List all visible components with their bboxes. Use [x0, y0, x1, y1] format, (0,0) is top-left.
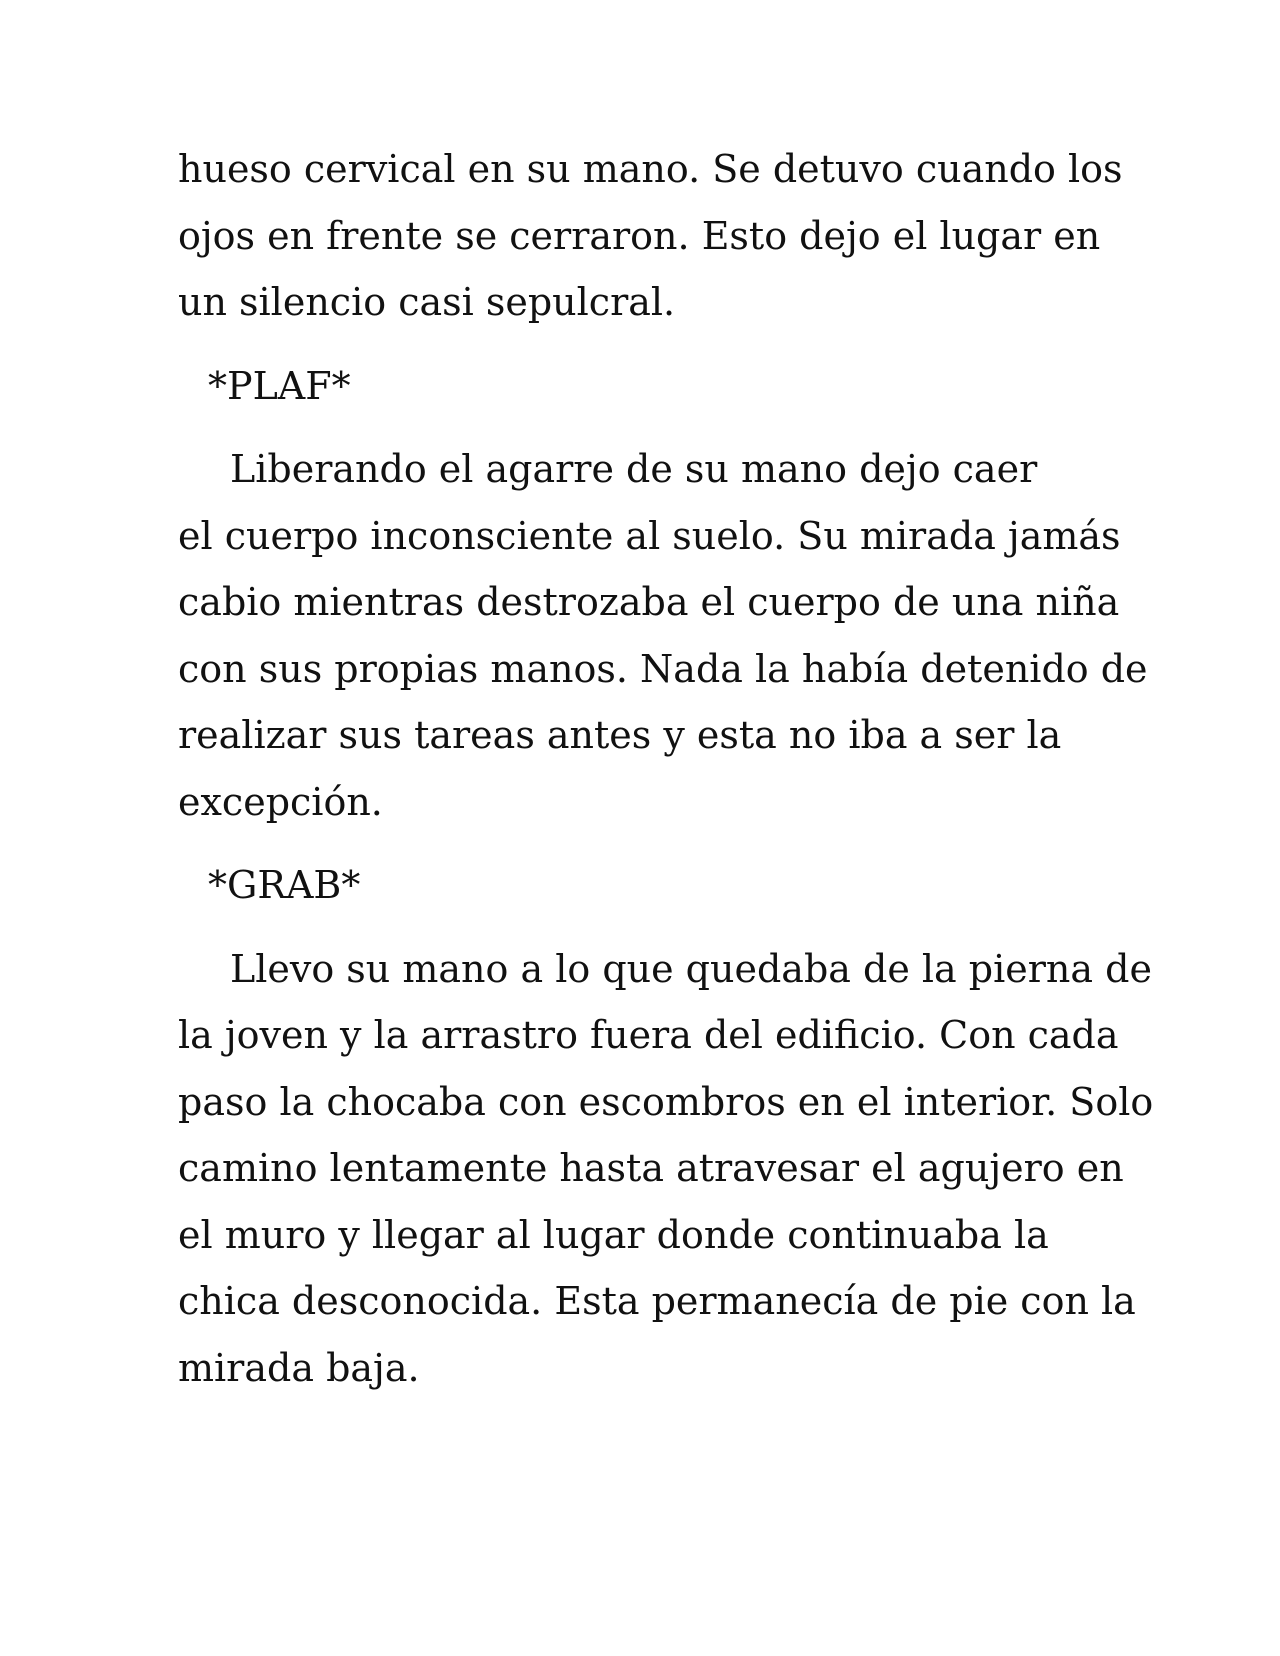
paragraph — [178, 136, 1123, 336]
text-line: excepción. — [178, 779, 383, 824]
text-line: realizar sus tareas antes y esta no iba a ser la — [178, 713, 1062, 757]
text-line: camino lentamente hasta atravesar el agujero en — [178, 1146, 1124, 1190]
text-line: con sus propias manos. Nada la había detenido de — [178, 646, 1148, 691]
text-line: Llevo su mano a lo que quedaba de la pierna de — [230, 946, 1152, 991]
text-line: mirada baja. — [178, 1345, 420, 1390]
sound-effect: *GRAB* — [208, 863, 361, 907]
text-line: ojos en frente se cerraron. Esto dejo el lugar en — [178, 213, 1101, 258]
text-line: cabio mientras destrozaba el cuerpo de una niña — [178, 580, 1120, 624]
body-text — [178, 136, 1154, 1401]
text-line: el cuerpo inconsciente al suelo. Su mirada jamás — [178, 513, 1121, 558]
text-line: el muro y llegar al lugar donde continuaba la — [178, 1212, 1049, 1257]
sound-effect: *PLAF* — [208, 363, 351, 408]
text-line: un silencio casi sepulcral. — [178, 280, 676, 324]
text-line: chica desconocida. Esta permanecía de pie con la — [178, 1279, 1136, 1323]
text-line: la joven y la arrastro fuera del edificio. Con cada — [178, 1013, 1119, 1057]
text-line: paso la chocaba con escombros en el interior. Solo — [178, 1079, 1154, 1124]
paragraph — [178, 436, 1148, 835]
text-line: Liberando el agarre de su mano dejo caer — [230, 447, 1038, 491]
text-line: hueso cervical en su mano. Se detuvo cuando los — [178, 147, 1123, 191]
paragraph — [178, 936, 1154, 1402]
